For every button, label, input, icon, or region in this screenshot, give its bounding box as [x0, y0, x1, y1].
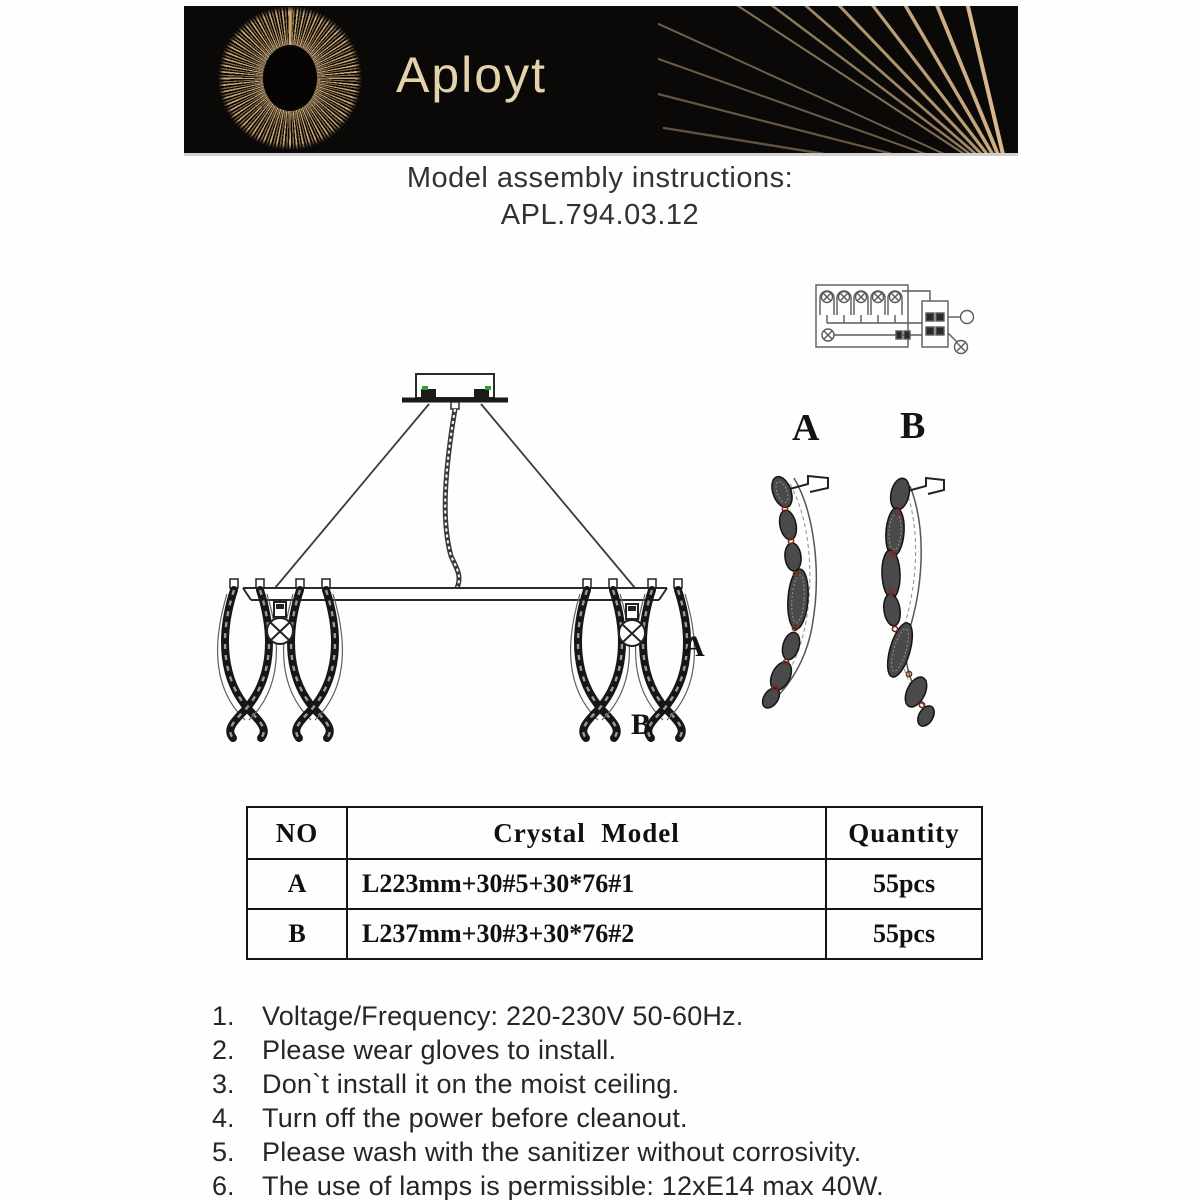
lamp-arches — [820, 291, 902, 315]
cell-quantity: 55pcs — [826, 859, 982, 909]
crystal-detail-diagram — [738, 392, 978, 738]
table-row — [247, 859, 982, 909]
item-number: 5. — [212, 1137, 235, 1167]
cell-model: L223mm+30#5+30*76#1 — [347, 859, 826, 909]
banner-rays-decoration — [658, 6, 1018, 153]
item-text: Please wear gloves to install. — [262, 1035, 617, 1065]
page-title: Model assembly instructions: — [406, 162, 794, 194]
crystal-cluster — [218, 590, 277, 738]
crystal-strand-b — [881, 476, 944, 729]
brand-name: Aployt — [396, 47, 547, 103]
cell-no: B — [247, 909, 347, 959]
brand-banner — [184, 6, 1018, 153]
cell-model: L237mm+30#3+30*76#2 — [347, 909, 826, 959]
wire-connector — [896, 331, 902, 339]
item-text: Turn off the power before cleanout. — [262, 1103, 688, 1133]
item-text: The use of lamps is permissible: 12xE14 max 40W. — [262, 1171, 884, 1200]
green-clamp-mark — [422, 386, 428, 390]
wiring-diagram — [810, 270, 976, 364]
terminal-block — [922, 301, 948, 347]
item-number: 6. — [212, 1171, 235, 1200]
title-block — [0, 160, 1200, 234]
list-item — [212, 1171, 1042, 1200]
table-header-row — [247, 807, 982, 859]
starburst-core — [263, 45, 317, 111]
list-item — [212, 1103, 1042, 1137]
table-row — [247, 909, 982, 959]
green-clamp-mark — [485, 386, 491, 390]
item-number: 1. — [212, 1001, 235, 1031]
crystal-cluster — [571, 590, 630, 738]
item-number: 2. — [212, 1035, 235, 1065]
crystal-table — [246, 806, 983, 960]
chandelier-assembly-diagram — [195, 360, 715, 752]
crystal-a-label: A — [792, 407, 820, 449]
wire-connector — [904, 331, 910, 339]
cell-quantity: 55pcs — [826, 909, 982, 959]
list-item — [212, 1001, 1042, 1035]
item-number: 4. — [212, 1103, 235, 1133]
suspension-wire-left — [275, 404, 429, 588]
central-cable — [445, 409, 459, 588]
supply-terminal — [961, 311, 974, 324]
frame-bar — [243, 588, 667, 600]
header-no: NO — [247, 807, 347, 859]
cell-no: A — [247, 859, 347, 909]
item-text: Don`t install it on the moist ceiling. — [262, 1069, 680, 1099]
instructions-list — [212, 1001, 1042, 1200]
brand-logo — [212, 6, 368, 153]
suspension-wire-right — [481, 404, 635, 588]
crystal-strand-a — [759, 474, 828, 711]
strand-a-hook — [786, 476, 828, 492]
ceiling-canopy — [402, 374, 508, 409]
header-model: Crystal Model — [347, 807, 826, 859]
crystal-b-label: B — [900, 405, 926, 447]
item-number: 3. — [212, 1069, 235, 1099]
label-a: A — [683, 630, 705, 663]
item-text: Please wash with the sanitizer without corrosivity. — [262, 1137, 862, 1167]
list-item — [212, 1069, 1042, 1103]
crystal-cluster — [284, 590, 343, 738]
model-number: APL.794.03.12 — [500, 199, 700, 231]
header-quantity: Quantity — [826, 807, 982, 859]
label-b: B — [631, 708, 652, 741]
list-item — [212, 1035, 1042, 1069]
item-text: Voltage/Frequency: 220-230V 50-60Hz. — [262, 1001, 744, 1031]
list-item — [212, 1137, 1042, 1171]
